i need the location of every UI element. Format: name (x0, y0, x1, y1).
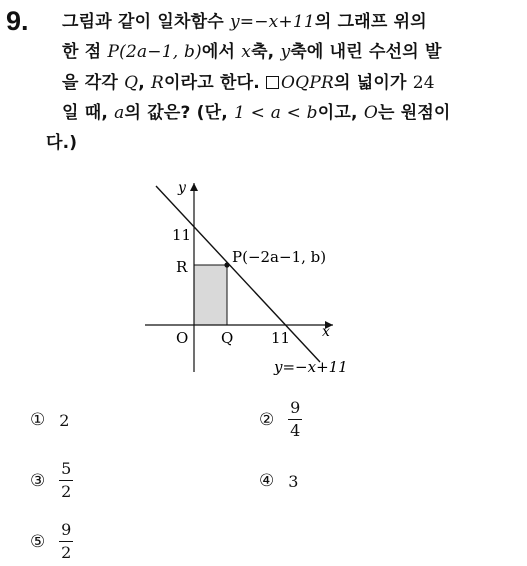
choice-value: 2 (59, 410, 70, 430)
rectangle-oqpr (194, 265, 227, 325)
choice-5[interactable] (30, 520, 73, 563)
y-var: y (280, 42, 291, 62)
choice-1[interactable] (30, 410, 69, 430)
fraction (59, 459, 73, 502)
choice-marker: ⑤ (30, 531, 46, 552)
text: 이고, (317, 103, 364, 123)
a-var: a (114, 103, 125, 123)
o-var: O (363, 103, 378, 123)
text: 그림과 같이 일차함수 (62, 12, 230, 32)
denominator: 2 (61, 543, 72, 562)
text: 다.) (46, 133, 78, 153)
choice-value: 3 (288, 471, 299, 491)
condition: 1 < a < b (234, 103, 318, 123)
q-label: Q (221, 329, 234, 347)
text: 에서 (201, 42, 242, 62)
p-label: P(−2a−1, b) (232, 248, 327, 266)
r-label: R (176, 258, 188, 276)
line-label: y=−x+11 (274, 358, 348, 376)
origin-label: O (176, 329, 189, 347)
choice-2[interactable] (259, 398, 302, 441)
question-number: 9. (6, 6, 29, 36)
fraction (288, 398, 302, 441)
text: 이라고 한다. (164, 73, 267, 93)
denominator: 2 (61, 482, 72, 501)
text: , (138, 73, 152, 93)
x-axis-label: x (322, 324, 330, 340)
text: 의 값은? (단, (124, 103, 235, 123)
text: 한 점 (62, 42, 108, 62)
fraction (59, 520, 73, 563)
q-var: Q (124, 73, 139, 93)
choice-marker: ② (259, 409, 275, 430)
choice-marker: ④ (259, 471, 275, 491)
denominator: 4 (290, 421, 301, 440)
fraction-bar (59, 541, 73, 542)
point-p: P(2a−1, b) (107, 42, 202, 62)
y-intercept-label: 11 (172, 226, 192, 244)
text: 는 원점이 (377, 103, 451, 123)
text: 축에 내린 수선의 발 (290, 42, 442, 62)
text: 일 때, (62, 103, 115, 123)
oqpr-var: OQPR (281, 73, 334, 93)
y-axis-arrow-icon (190, 183, 198, 191)
choice-3[interactable] (30, 459, 73, 502)
text: 의 그래프 위의 (314, 12, 427, 32)
r-var: R (151, 73, 165, 93)
text: 을 각각 (62, 73, 125, 93)
choice-marker: ① (30, 410, 46, 430)
text: 축, (251, 42, 281, 62)
area-value: 24 (412, 73, 435, 93)
fraction-bar (288, 419, 302, 420)
numerator: 9 (61, 520, 72, 539)
point-p-dot (224, 262, 229, 267)
x-intercept-label: 11 (271, 329, 291, 347)
y-axis-label: y (178, 180, 186, 196)
text: 의 넓이가 (333, 73, 413, 93)
choice-marker: ③ (30, 470, 46, 491)
numerator: 9 (290, 398, 301, 417)
fraction-bar (59, 480, 73, 481)
choice-4[interactable] (259, 471, 298, 491)
equation: y=−x+11 (229, 12, 315, 32)
numerator: 5 (61, 459, 72, 478)
x-var: x (241, 42, 252, 62)
